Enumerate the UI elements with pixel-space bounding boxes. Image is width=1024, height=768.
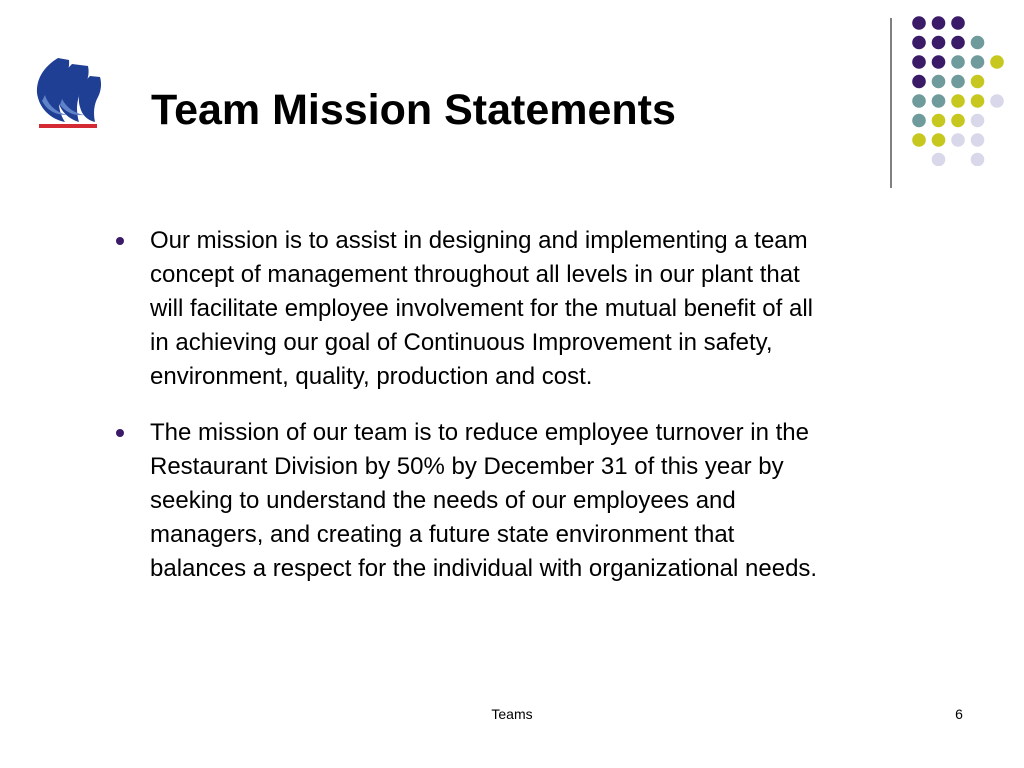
decorative-dot [932, 36, 946, 50]
decorative-dot [912, 75, 926, 89]
decorative-dot [912, 36, 926, 50]
decorative-dot [932, 75, 946, 89]
decorative-dot [971, 133, 985, 147]
flame-logo-icon [32, 52, 104, 134]
decorative-dot [951, 94, 965, 108]
decorative-dot [971, 94, 985, 108]
decorative-dot [990, 55, 1004, 69]
bullet-item-1: Our mission is to assist in designing and implementing a team concept of management throughout all levels in our plant that will facilitate employee involvement for the mutual benefit of all in achieving our goal of Continuous Improvement in safety, environment, quality, production and cost. [112, 224, 822, 394]
decorative-dot [971, 75, 985, 89]
decorative-dot [951, 55, 965, 69]
decorative-dot [971, 36, 985, 50]
bullet-list [112, 224, 822, 608]
decorative-dot [912, 94, 926, 108]
decorative-dot [932, 94, 946, 108]
decorative-dot [951, 16, 965, 30]
bullet-item-2: The mission of our team is to reduce employee turnover in the Restaurant Division by 50% by December 31 of this year by seeking to understand the needs of our employees and managers, and creating a future state environment that balances a respect for the individual with organizational needs. [112, 416, 822, 586]
decorative-dot [932, 114, 946, 128]
slide-title: Team Mission Statements [151, 86, 676, 134]
decorative-dot [951, 75, 965, 89]
decorative-dot [912, 133, 926, 147]
decorative-dot [912, 114, 926, 128]
decorative-dot [932, 133, 946, 147]
footer-label: Teams [491, 706, 533, 722]
decorative-dot [932, 55, 946, 69]
decorative-dot [951, 36, 965, 50]
decorative-dot [971, 153, 985, 166]
decorative-dot [932, 16, 946, 30]
decorative-dot [912, 55, 926, 69]
decorative-dot [932, 153, 946, 166]
title-divider [890, 18, 892, 188]
decorative-dot [951, 133, 965, 147]
decorative-dot [971, 114, 985, 128]
decorative-dot [971, 55, 985, 69]
slide-page-number: 6 [955, 706, 963, 722]
decorative-dot [990, 94, 1004, 108]
decorative-dot [951, 114, 965, 128]
decorative-dot-grid-icon [905, 14, 1015, 166]
decorative-dot [912, 16, 926, 30]
